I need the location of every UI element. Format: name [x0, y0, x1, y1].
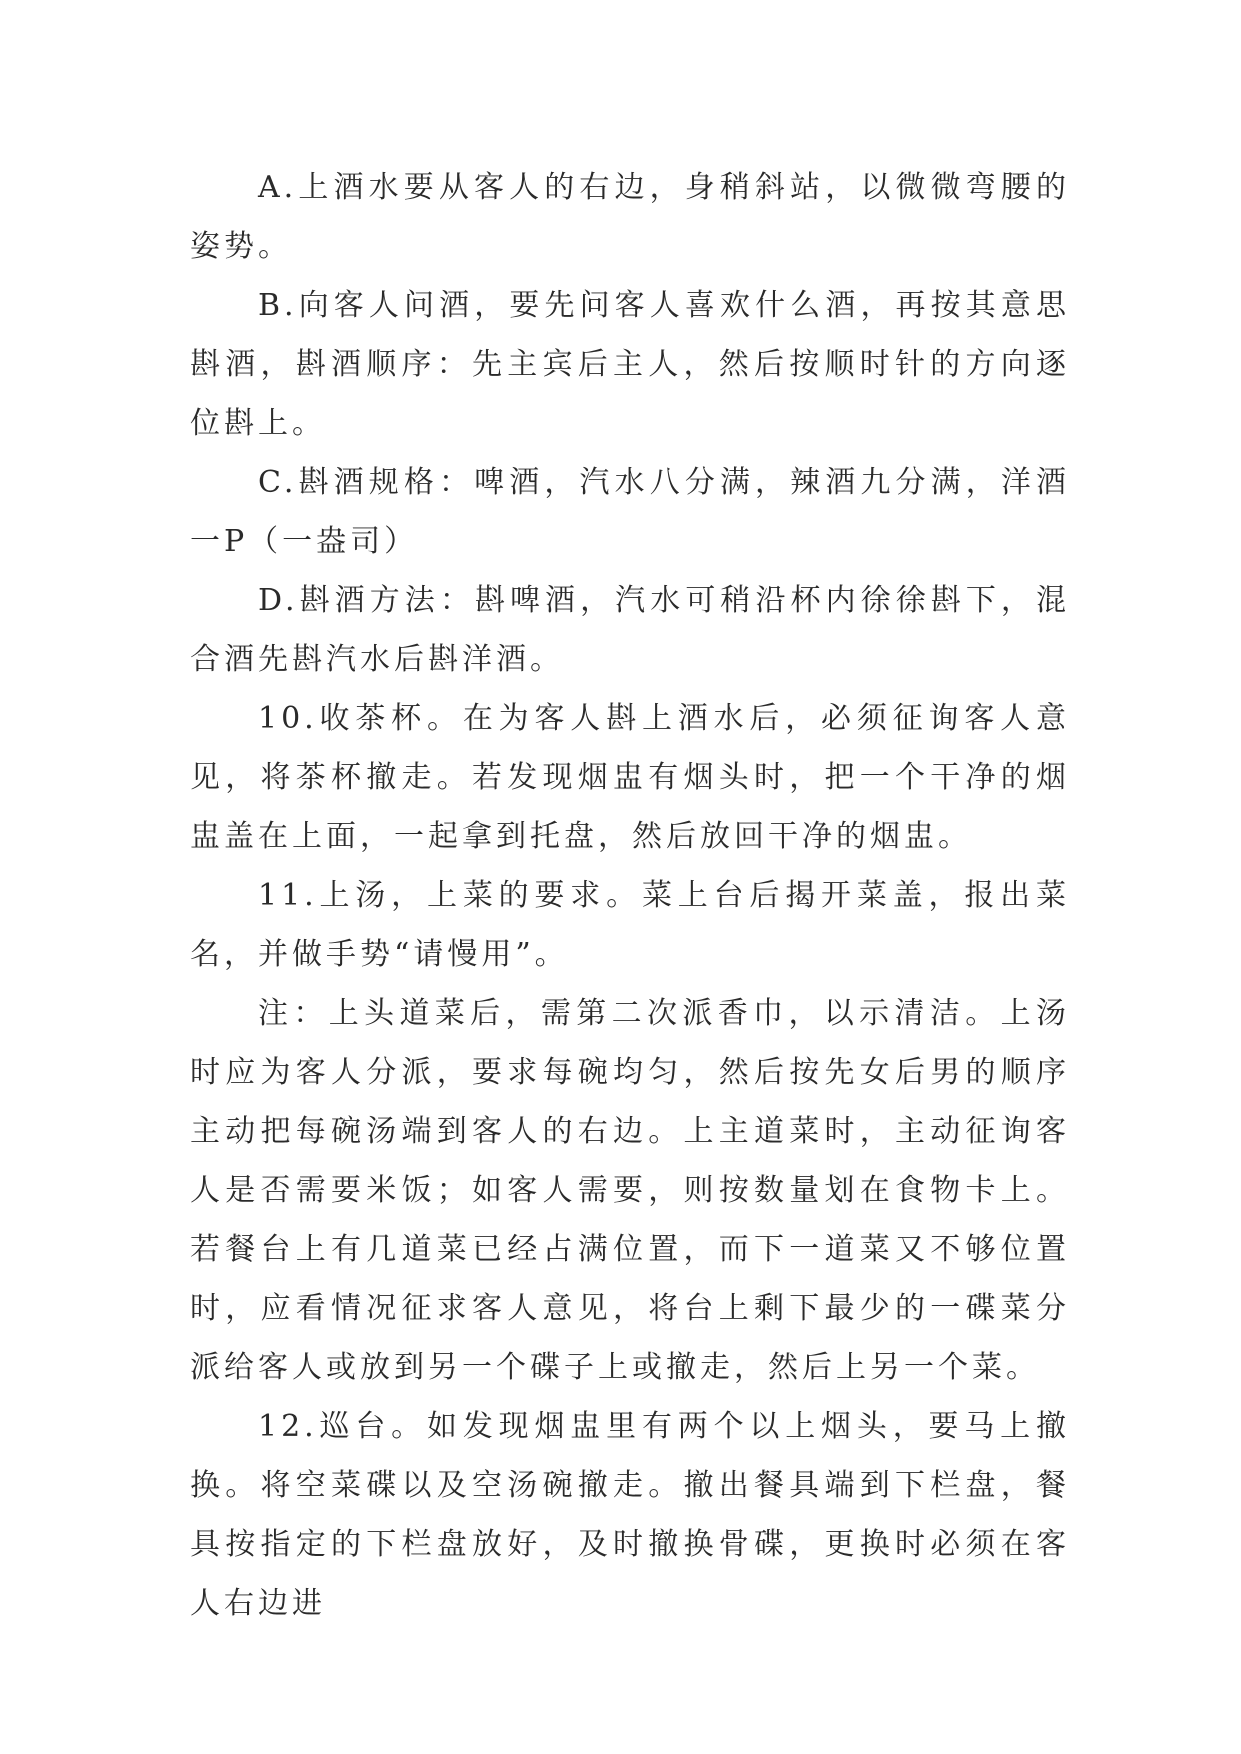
paragraph-note: 注：上头道菜后，需第二次派香巾，以示清洁。上汤时应为客人分派，要求每碗均匀，然后按先女后男的顺序主动把每碗汤端到客人的右边。上主道菜时，主动征询客人是否需要米饭；如客人需要，则按数量划在食物卡上。若餐台上有几道菜已经占满位置，而下一道菜又不够位置时，应看情况征求客人意见，将台上剩下最少的一碟菜分派给客人或放到另一个碟子上或撤走，然后上另一个菜。 — [190, 996, 1070, 1385]
paragraph-table-patrol: 12.巡台。如发现烟盅里有两个以上烟头，要马上撤换。将空菜碟以及空汤碗撤走。撤出餐具端到下栏盘，餐具按指定的下栏盘放好，及时撤换骨碟，更换时必须在客人右边进 — [190, 1409, 1070, 1621]
paragraph-collect-teacups: 10.收茶杯。在为客人斟上酒水后，必须征询客人意见，将茶杯撤走。若发现烟盅有烟头时，把一个干净的烟盅盖在上面，一起拿到托盘，然后放回干净的烟盅。 — [190, 701, 1070, 854]
paragraph-wine-serving-posture: A.上酒水要从客人的右边，身稍斜站，以微微弯腰的姿势。 — [190, 170, 1070, 264]
paragraph-pouring-method: D.斟酒方法：斟啤酒，汽水可稍沿杯内徐徐斟下，混合酒先斟汽水后斟洋酒。 — [190, 583, 1070, 677]
paragraph-pouring-standard: C.斟酒规格：啤酒，汽水八分满，辣酒九分满，洋酒一P（一盎司） — [190, 465, 1070, 559]
paragraph-wine-asking-order: B.向客人问酒，要先问客人喜欢什么酒，再按其意思斟酒，斟酒顺序：先主宾后主人，然后按顺时针的方向逐位斟上。 — [190, 288, 1070, 441]
document-body — [190, 158, 1070, 1633]
paragraph-serving-soup-dishes: 11.上汤，上菜的要求。菜上台后揭开菜盖，报出菜名，并做手势“请慢用”。 — [190, 878, 1070, 972]
